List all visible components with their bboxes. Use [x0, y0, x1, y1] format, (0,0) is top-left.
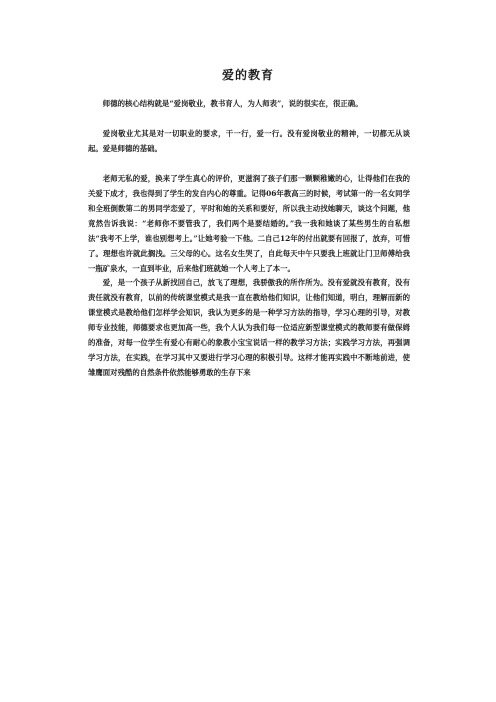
document-title: 爱的教育: [221, 68, 274, 82]
paragraph-1: 师德的核心结构就是“爱岗敬业，教书育人，为人师表”，说的很实在，很正确。: [102, 99, 363, 108]
paragraph-4: 爱，是一个孩子从新找回自己，放飞了理想，我骄傲我的所作所为。没有爱就没有教育，没有责任就没有教育，以前的传统课堂模式是我一直在教给他们知识，让他们知道，明白，理解而新的课堂模式是教给他们怎样学会知识，我认为更多的是一种学习方法的指导，学习心理的引导，对教师专业技能，师德要求也更加高一些，我个人认为我们每一位适应新型课堂模式的教师要有做保姆的准备，对每一位学生有爱心有耐心的象教小宝宝说话一样的教学习方法；实践学习方法，再强调学习方法，在实践，在学习其中又要进行学习心理的积极引导。这样才能再实践中不断地前进，使雏鹰面对残酷的自然条件依然能够勇敢的生存下来: [88, 278, 410, 377]
paragraph-3: 老师无私的爱，换来了学生真心的评价，更滋润了孩子们那一颗颗稚嫩的心，让得他们在我的关爱下成才，我也得到了学生的发自内心的尊重。记得06年教高三的时候，考试第一的一名女同学和全班倒数第二的男同学恋爱了，平时和她的关系和要好，所以我主动找她聊天，谈这个问题，他竟然告诉我说：“老师你不要管我了，我们两个是要结婚的。”我一我和她谈了某些男生的自私想法“我考不上学，谁也别想考上。”让她考验一下他。二自己12年的付出就要有回报了，放弃，可惜了。理想也许就此搁浅。三父母的心。这名女生哭了，自此每天中午只要我上班就让门卫师傅给我一瓶矿泉水，一直到毕业，后来他们班就她一个人考上了本一。: [88, 174, 410, 273]
paragraph-2: 爱岗敬业尤其是对一切职业的要求，干一行，爱一行。没有爱岗敬业的精神，一切都无从谈起。爱是师德的基础。: [88, 129, 410, 153]
